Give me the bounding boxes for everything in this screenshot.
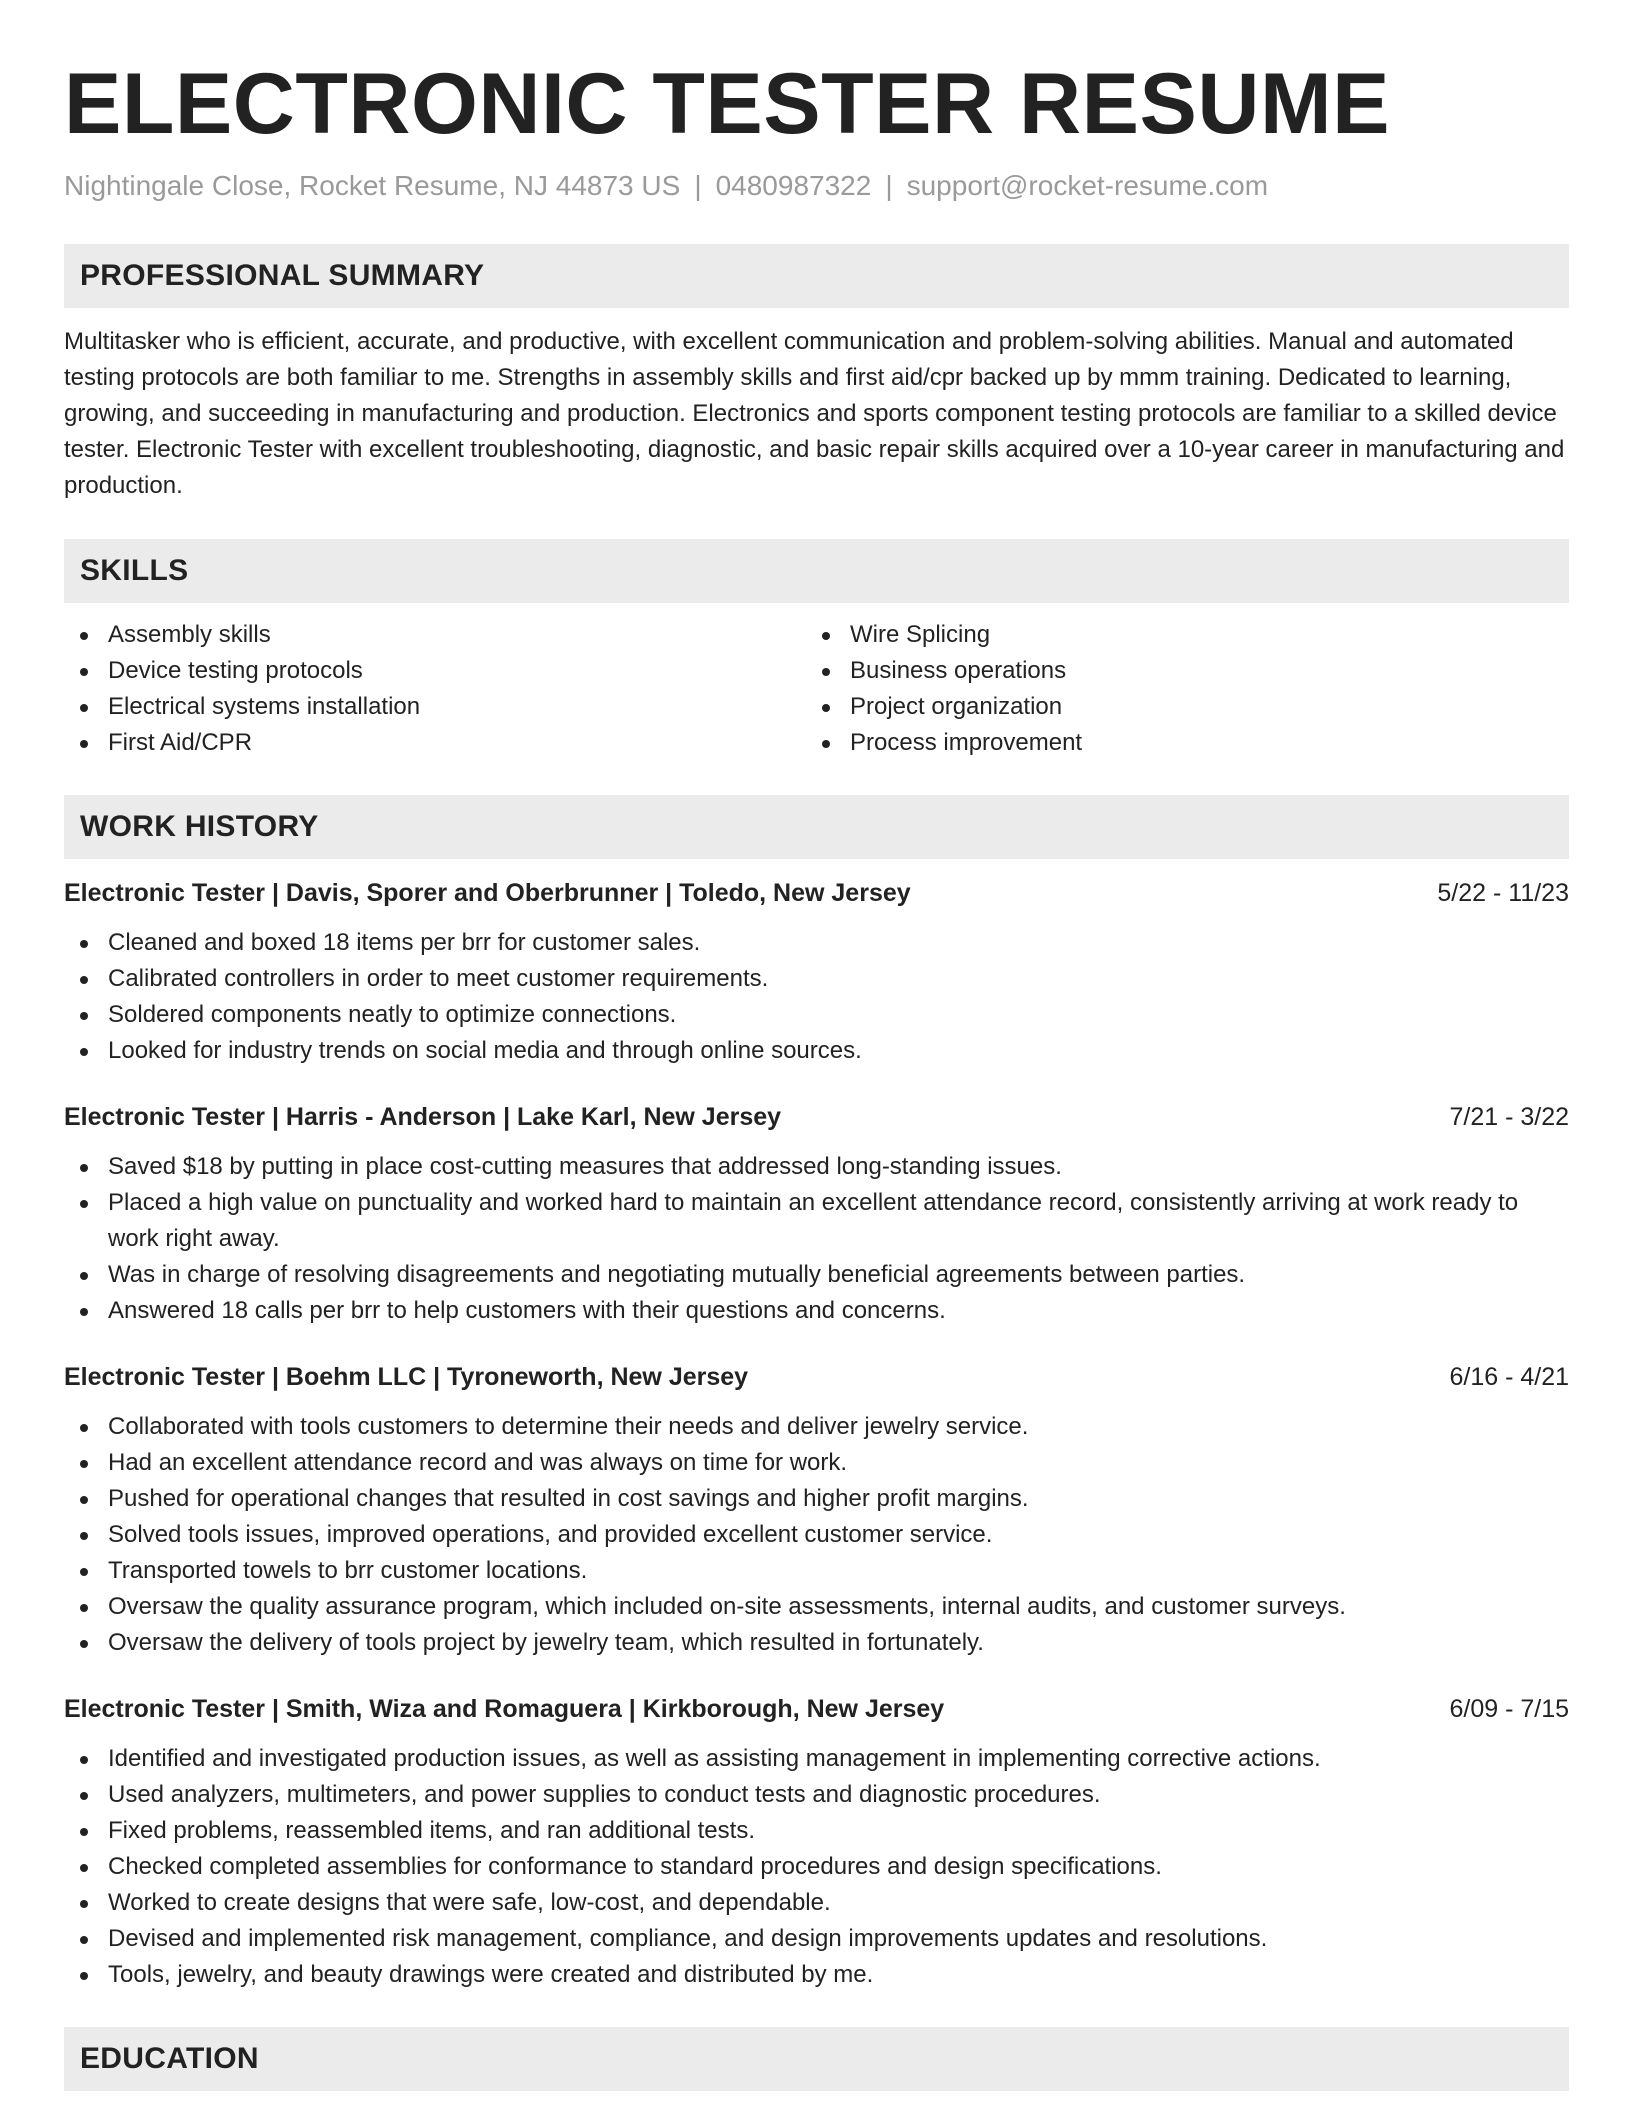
job-dates: 7/21 - 3/22 bbox=[1449, 1103, 1569, 1131]
job-bullet-list bbox=[64, 1741, 1569, 1993]
job-entry bbox=[64, 875, 1569, 1069]
job-dates: 5/22 - 11/23 bbox=[1437, 879, 1569, 907]
job-header bbox=[64, 875, 1569, 911]
job-bullet: Calibrated controllers in order to meet customer requirements. bbox=[64, 961, 1569, 997]
contact-email: support@rocket-resume.com bbox=[906, 170, 1269, 201]
job-bullet: Saved $18 by putting in place cost-cutting measures that addressed long-standing issues. bbox=[64, 1149, 1569, 1185]
job-header bbox=[64, 1359, 1569, 1395]
skills-list-right bbox=[806, 617, 1548, 761]
job-bullet: Oversaw the delivery of tools project by jewelry team, which resulted in fortunately. bbox=[64, 1625, 1569, 1661]
job-bullet: Was in charge of resolving disagreements and negotiating mutually beneficial agreements between parties. bbox=[64, 1257, 1569, 1293]
job-bullet: Oversaw the quality assurance program, which included on-site assessments, internal audits, and customer surveys. bbox=[64, 1589, 1569, 1625]
job-bullet: Cleaned and boxed 18 items per brr for customer sales. bbox=[64, 925, 1569, 961]
summary-text: Multitasker who is efficient, accurate, and productive, with excellent communication and problem-solving abilities. Manual and automated testing protocols are both familiar to me. Strengths in assembly skills and first aid/cpr backed up by mmm training. Dedicated to learning, growing, and succeeding in manufacturing and production. Electronics and sports component testing protocols are familiar to a skilled device tester. Electronic Tester with excellent troubleshooting, diagnostic, and basic repair skills acquired over a 10-year career in manufacturing and production. bbox=[64, 328, 1565, 499]
job-bullet: Transported towels to brr customer locations. bbox=[64, 1553, 1569, 1589]
job-dates: 6/16 - 4/21 bbox=[1449, 1363, 1569, 1391]
job-title: Electronic Tester | Davis, Sporer and Oberbrunner | Toledo, New Jersey bbox=[64, 879, 911, 907]
job-bullet: Soldered components neatly to optimize connections. bbox=[64, 997, 1569, 1033]
job-bullet: Checked completed assemblies for conformance to standard procedures and design specifications. bbox=[64, 1849, 1569, 1885]
job-bullet: Placed a high value on punctuality and worked hard to maintain an excellent attendance record, consistently arriving at work ready to work right away. bbox=[64, 1185, 1569, 1257]
contact-line bbox=[64, 168, 1569, 204]
job-entry bbox=[64, 1359, 1569, 1661]
job-bullet-list bbox=[64, 1409, 1569, 1661]
job-dates: 6/09 - 7/15 bbox=[1449, 1695, 1569, 1723]
section-header-education bbox=[64, 2027, 1569, 2091]
job-bullet: Identified and investigated production issues, as well as assisting management in implementing corrective actions. bbox=[64, 1741, 1569, 1777]
skill-item: Process improvement bbox=[806, 725, 1548, 761]
skill-item: Wire Splicing bbox=[806, 617, 1548, 653]
contact-phone: 0480987322 bbox=[715, 170, 872, 201]
job-bullet: Collaborated with tools customers to determine their needs and deliver jewelry service. bbox=[64, 1409, 1569, 1445]
skills-list-left bbox=[64, 617, 806, 761]
section-title: PROFESSIONAL SUMMARY bbox=[80, 259, 485, 292]
job-header bbox=[64, 1691, 1569, 1727]
job-title: Electronic Tester | Harris - Anderson | Lake Karl, New Jersey bbox=[64, 1103, 782, 1131]
job-bullet: Answered 18 calls per brr to help customers with their questions and concerns. bbox=[64, 1293, 1569, 1329]
resume-title: ELECTRONIC TESTER RESUME bbox=[64, 56, 1390, 152]
job-header bbox=[64, 1099, 1569, 1135]
section-header-skills bbox=[64, 539, 1569, 603]
section-title: EDUCATION bbox=[80, 2042, 259, 2075]
section-title: WORK HISTORY bbox=[80, 810, 319, 843]
contact-separator: | bbox=[694, 170, 702, 201]
skill-item: Device testing protocols bbox=[64, 653, 806, 689]
job-bullet-list bbox=[64, 1149, 1569, 1329]
skill-item: Electrical systems installation bbox=[64, 689, 806, 725]
job-bullet: Tools, jewelry, and beauty drawings were created and distributed by me. bbox=[64, 1957, 1569, 1993]
contact-separator: | bbox=[885, 170, 893, 201]
job-entry bbox=[64, 1099, 1569, 1329]
job-bullet: Used analyzers, multimeters, and power supplies to conduct tests and diagnostic procedures. bbox=[64, 1777, 1569, 1813]
job-bullet-list bbox=[64, 925, 1569, 1069]
skills-grid bbox=[64, 617, 1569, 761]
skill-item: Assembly skills bbox=[64, 617, 806, 653]
resume-page bbox=[64, 0, 1569, 2091]
job-bullet: Solved tools issues, improved operations, and provided excellent customer service. bbox=[64, 1517, 1569, 1553]
job-entry bbox=[64, 1691, 1569, 1993]
job-bullet: Had an excellent attendance record and was always on time for work. bbox=[64, 1445, 1569, 1481]
section-header-summary bbox=[64, 244, 1569, 308]
job-title: Electronic Tester | Boehm LLC | Tyroneworth, New Jersey bbox=[64, 1363, 749, 1391]
job-bullet: Devised and implemented risk management, compliance, and design improvements updates and resolutions. bbox=[64, 1921, 1569, 1957]
job-title: Electronic Tester | Smith, Wiza and Romaguera | Kirkborough, New Jersey bbox=[64, 1695, 945, 1723]
section-title: SKILLS bbox=[80, 554, 189, 587]
job-bullet: Fixed problems, reassembled items, and ran additional tests. bbox=[64, 1813, 1569, 1849]
skill-item: First Aid/CPR bbox=[64, 725, 806, 761]
section-header-work-history bbox=[64, 795, 1569, 859]
job-bullet: Pushed for operational changes that resulted in cost savings and higher profit margins. bbox=[64, 1481, 1569, 1517]
skill-item: Business operations bbox=[806, 653, 1548, 689]
contact-address: Nightingale Close, Rocket Resume, NJ 44873 US bbox=[64, 170, 681, 201]
job-bullet: Worked to create designs that were safe, low-cost, and dependable. bbox=[64, 1885, 1569, 1921]
skill-item: Project organization bbox=[806, 689, 1548, 725]
job-bullet: Looked for industry trends on social media and through online sources. bbox=[64, 1033, 1569, 1069]
